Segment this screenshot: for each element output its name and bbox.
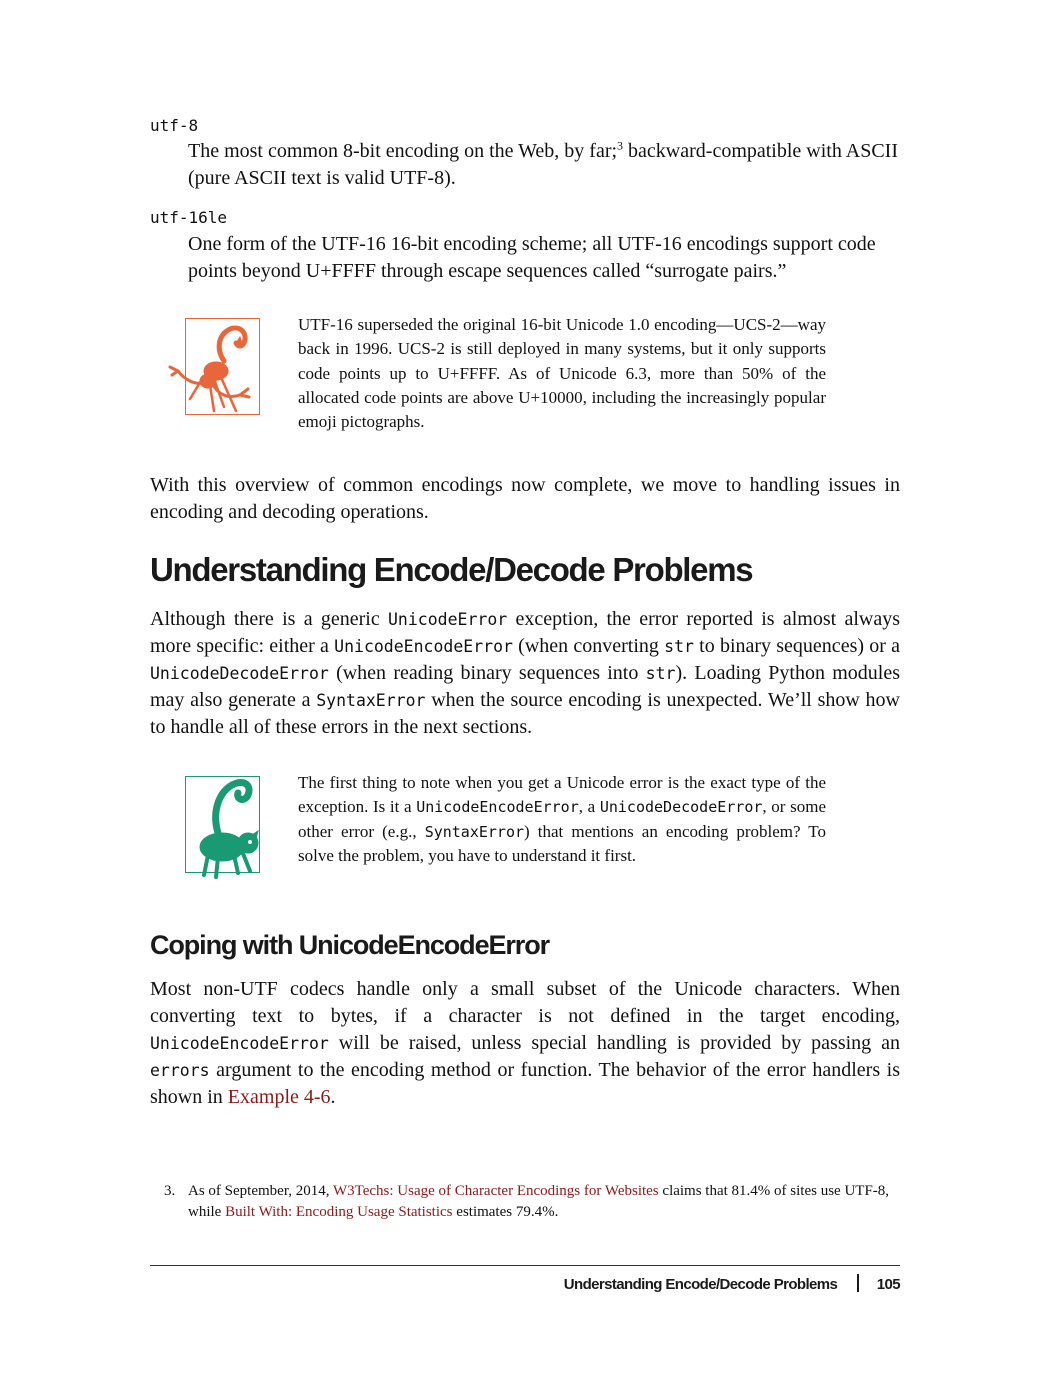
term-utf-16le: utf-16le	[150, 208, 228, 227]
subsection-title: Coping with UnicodeEncodeError	[150, 930, 550, 960]
footer-rule	[150, 1265, 900, 1266]
tip-icon-frame	[185, 776, 260, 873]
footer-separator	[857, 1274, 859, 1292]
overview-paragraph: With this overview of common encodings now complete, we move to handling issues in encoding and decoding operations.	[150, 474, 900, 523]
term-utf-8: utf-8	[150, 116, 199, 135]
w3techs-link[interactable]: W3Techs: Usage of Character Encodings for Websites	[332, 1183, 659, 1199]
warning-icon-frame	[185, 318, 260, 415]
warning-note-text: UTF-16 superseded the original 16-bit Unicode 1.0 encoding—UCS-2—way back in 1996. UCS-2 is still deployed in many systems, but it only supports code points up to U+FFFF. As of Unicode 6.3, more than 50% of the allocated code points are above U+10000, including the increasingly popular emoji pictographs.	[298, 315, 826, 432]
builtwith-link[interactable]: Built With: Encoding Usage Statistics	[225, 1204, 453, 1220]
subsection-paragraph: Most non-UTF codecs handle only a small subset of the Unicode characters. When converting text to bytes, if a character is not defined in the target encoding, UnicodeEncodeError will be raised, unless special handling is provided by passing an errors argument to the encoding method or function. The behavior of the error handlers is shown in Example 4-6.	[150, 978, 900, 1108]
lemur-icon	[182, 763, 272, 883]
section-title: Understanding Encode/Decode Problems	[150, 551, 753, 588]
desc-utf-16le: One form of the UTF-16 16-bit encoding scheme; all UTF-16 encodings support code points beyond U+FFFF through escape sequences called “surrogate pairs.”	[188, 233, 876, 282]
footnote-text: As of September, 2014, W3Techs: Usage of Character Encodings for Websites claims that 81.4% of sites use UTF-8, while Built With: Encoding Usage Statistics estimates 79.4%.	[188, 1183, 890, 1220]
footnote-number: 3.	[164, 1183, 176, 1199]
scorpion-icon	[164, 319, 274, 419]
section-paragraph: Although there is a generic UnicodeError exception, the error reported is almost always more specific: either a UnicodeEncodeError (when converting str to binary sequences) or a UnicodeDecodeError (when reading binary sequences into str). Loading Python modules may also generate a SyntaxError when the source encoding is unexpected. We’ll show how to handle all of these errors in the next sections.	[150, 608, 901, 738]
footnote	[164, 1181, 900, 1223]
tip-note-text: The first thing to note when you get a Unicode error is the exact type of the exception. Is it a UnicodeEncodeError, a UnicodeDecodeError, or some other error (e.g., SyntaxError) that mentions an encoding problem? To solve the problem, you have to understand it first.	[298, 773, 826, 865]
page-footer	[564, 1274, 900, 1293]
running-head: Understanding Encode/Decode Problems	[563, 1276, 838, 1293]
desc-utf-8: The most common 8-bit encoding on the Web, by far;$^3$ backward-compatible with ASCII (pure ASCII text is valid UTF-8).	[188, 138, 898, 189]
example-link[interactable]: Example 4-6	[227, 1086, 331, 1108]
page-number: 105	[876, 1276, 900, 1293]
footnote-ref[interactable]: 3	[617, 138, 624, 153]
